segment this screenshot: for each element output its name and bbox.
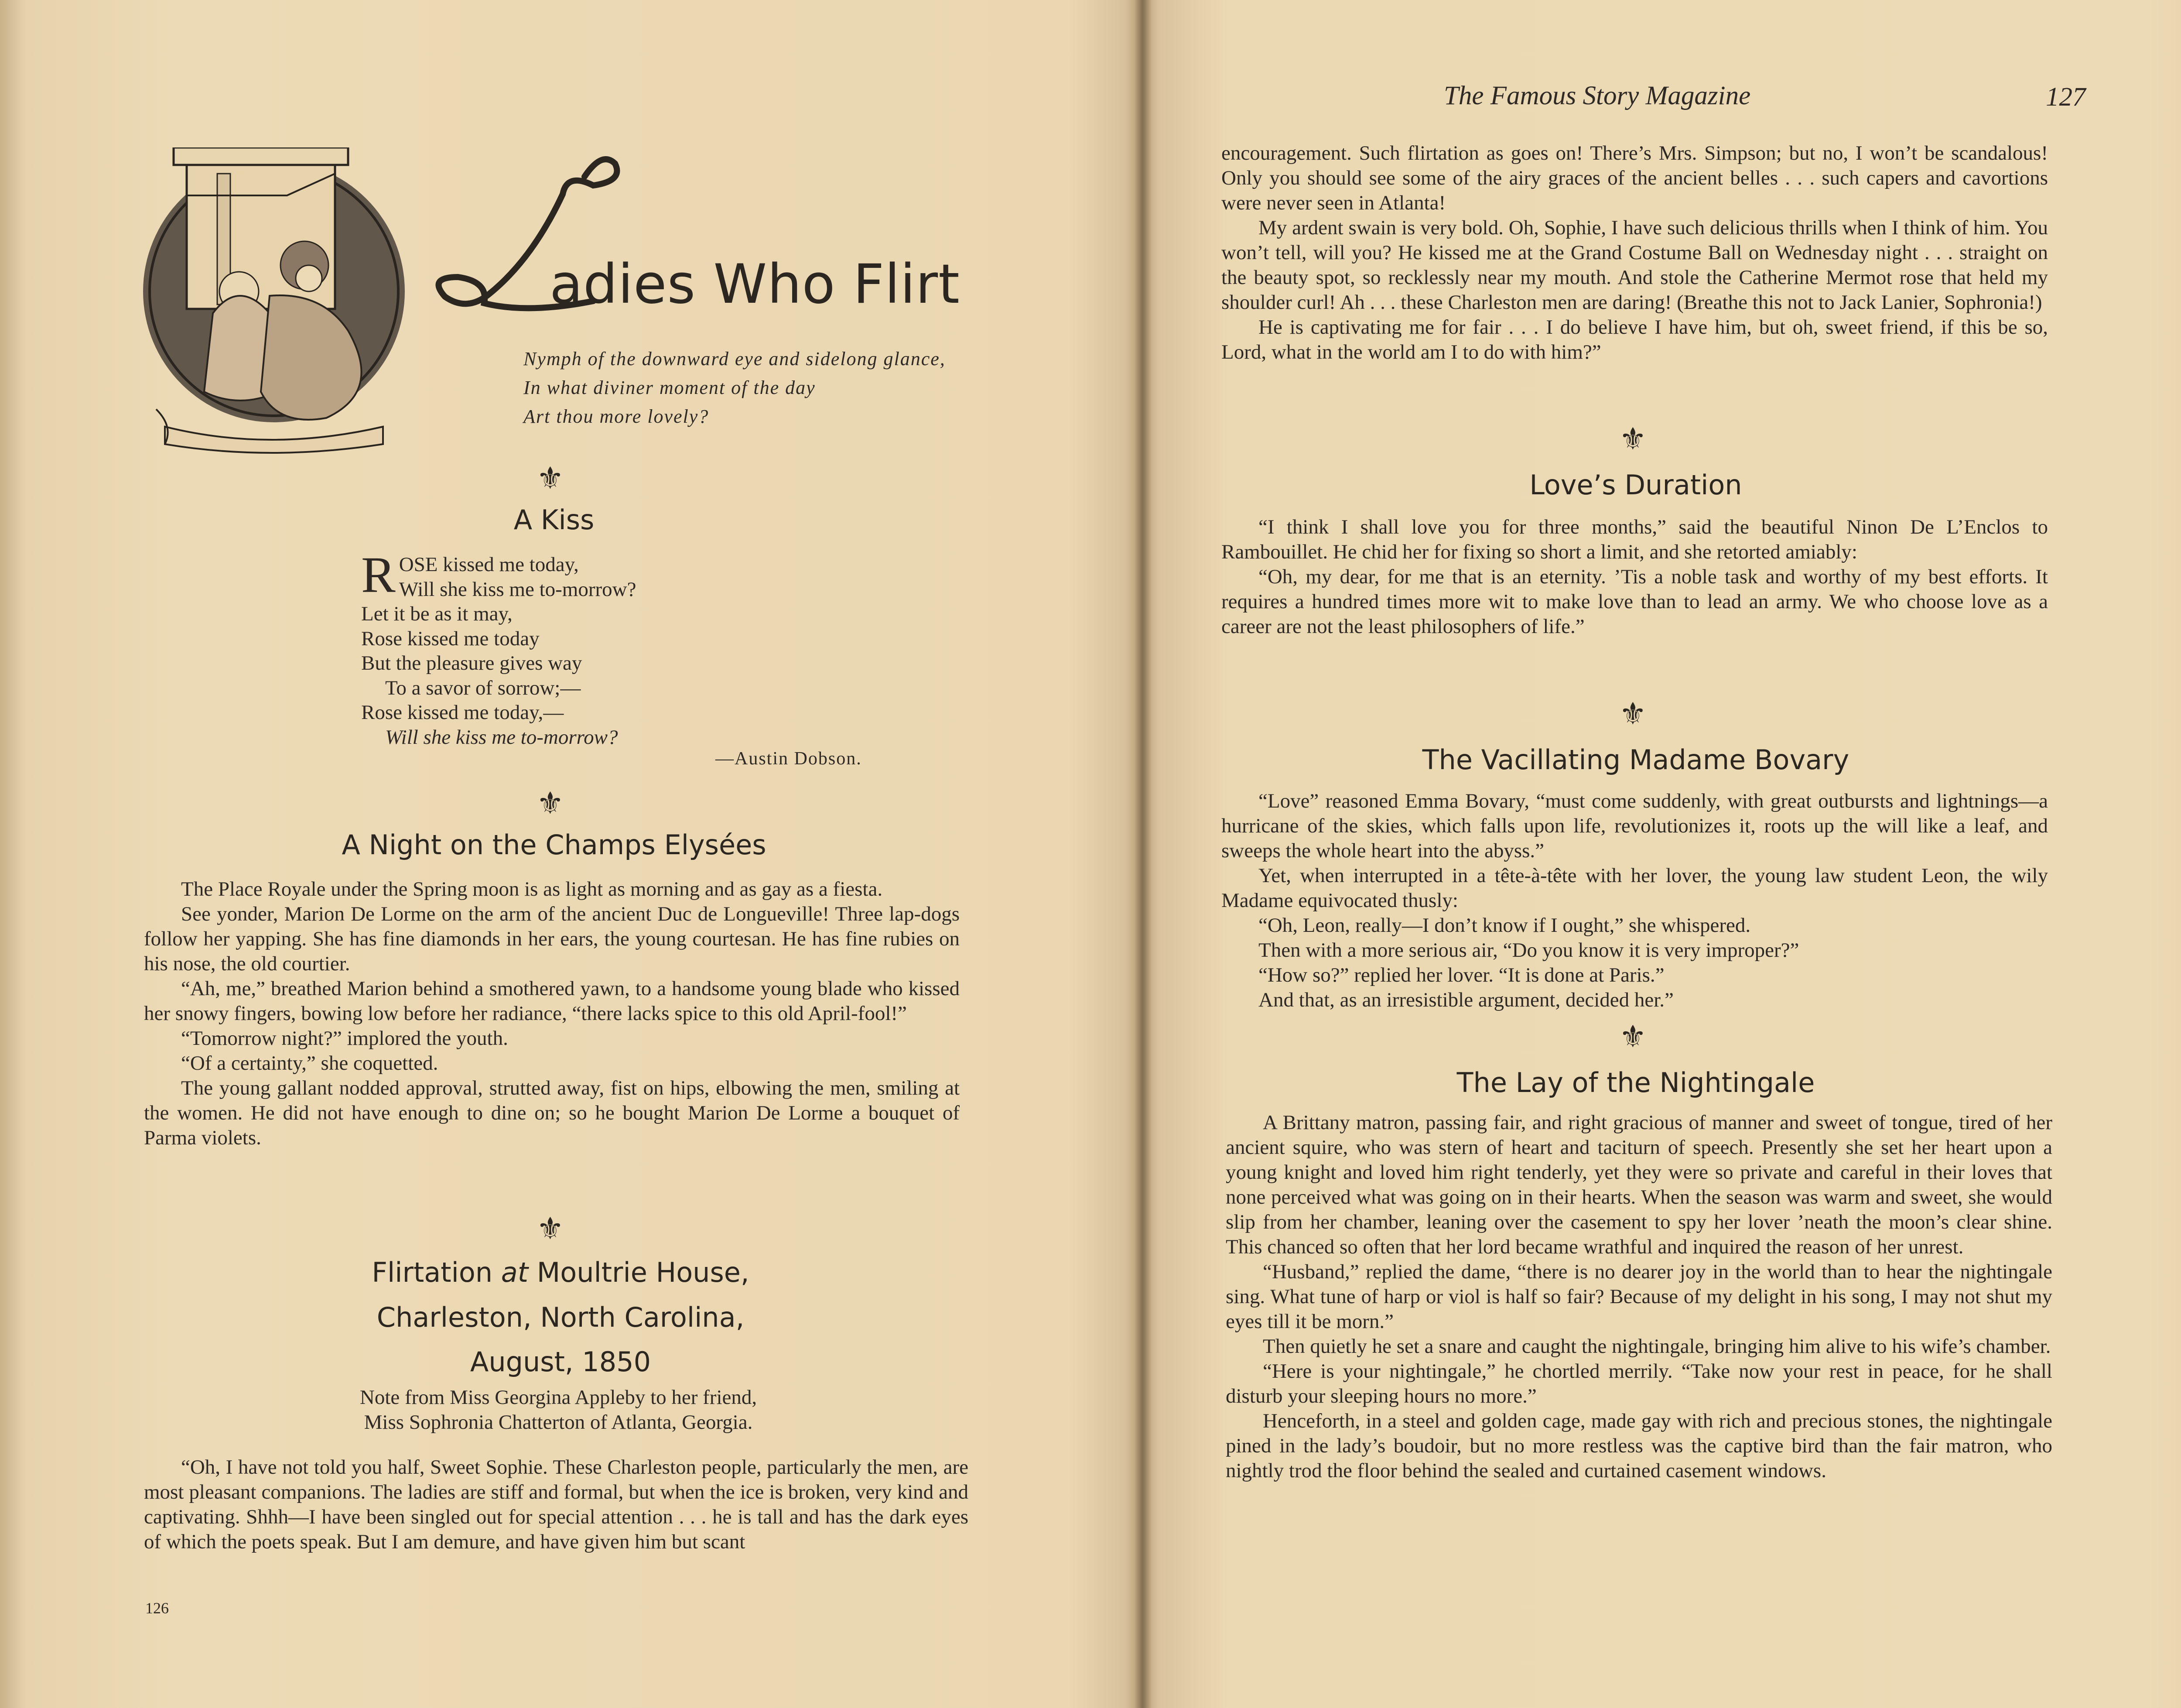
running-head: The Famous Story Magazine [1444,81,1751,110]
title-text: adies Who Flirt [550,253,960,316]
heading-part: at [501,1256,529,1288]
epigraph-line: In what diviner moment of the day [523,377,816,398]
section-heading: Love’s Duration [1529,469,1742,501]
section-date: August, 1850 [470,1346,651,1378]
epigraph-line: Art thou more lovely? [523,406,709,427]
fleuron-ornament: ⚜ [537,1211,564,1246]
paragraph: “How so?” replied her lover. “It is done at Paris.” [1258,964,1665,986]
paragraph: A Brittany matron, passing fair, and right gracious of manner and sweet of tongue, tired of her ancient squire, who was stern of heart and taciturn of speech. Presently she set her heart upon a young knight and loved him right tenderly, yet they were so private and careful in their loves that none perceived what was going on in their hearts. When the season was warm and sweet, she would slip from her chamber, leaning over the casement to spy her lover ’neath the moon’s clear shine. This chanced so often that her lord became wrathful and inquired the reason of her unrest. [1226,1111,2052,1258]
paragraph: And that, as an irresistible argument, decided her.” [1258,989,1674,1011]
paragraph: Then quietly he set a snare and caught the nightingale, bringing him alive to his wife’s chamber. [1263,1335,2051,1358]
paragraph: “Oh, I have not told you half, Sweet Sophie. These Charleston people, particularly the men, are most pleasant companions. The ladies are stiff and formal, but when the ice is broken, very kind and captivating. Shhh—I have been singled out for special attention . . . he is tall and has the dark eyes of which the poets speak. But I am demure, and have given him but scant [144,1456,968,1553]
fleuron-ornament: ⚜ [537,785,564,821]
section-heading: The Vacillating Madame Bovary [1422,744,1849,776]
paragraph: My ardent swain is very bold. Oh, Sophie, I have such delicious thrills when I think of him. You won’t tell, will you? He kissed me at the Grand Costume Ball on Wednesday night . . . straight on the beauty spot, so recklessly near my mouth. And stole the Catherine Mermot rose that held my shoulder curl! Ah . . . these Charleston men are daring! (Breathe this not to Jack Lanier, Sophronia!) [1221,216,2048,314]
page-number: 127 [2046,82,2086,112]
bovary-story [1221,789,2048,1013]
nightingale-story [1226,1110,2052,1483]
paragraph: “Oh, Leon, really—I don’t know if I ought,” she whispered. [1258,914,1751,937]
champs-story [144,877,960,1150]
poem-line: OSE kissed me today, [399,553,579,576]
drop-cap: R [361,546,396,603]
paragraph: Yet, when interrupted in a tête-à-tête with her lover, the young law student Leon, the wily Madame equivocated thusly: [1221,864,2048,912]
heading-part: Moultrie House, [528,1256,749,1288]
letter-text [144,1455,968,1554]
section-heading: The Lay of the Nightingale [1456,1067,1815,1099]
poem-line: But the pleasure gives way [361,652,582,674]
book-gutter [1134,0,1152,1708]
note-line: Note from Miss Georgina Appleby to her friend, [359,1386,757,1409]
paragraph: “Of a certainty,” she coquetted. [181,1052,438,1075]
fleuron-ornament: ⚜ [1619,696,1647,732]
epigraph [523,345,1090,431]
paragraph: The Place Royale under the Spring moon is as light as morning and as gay as a fiesta. [181,878,883,900]
paragraph: encouragement. Such flirtation as goes on! There’s Mrs. Simpson; but no, I won’t be scandalous! Only you should see some of the airy graces of the ancient belles . . . such capers and cavortions were never seen in Atlanta! [1221,142,2048,214]
letter-continuation [1221,141,2048,365]
paragraph: “Love” reasoned Emma Bovary, “must come suddenly, with great outbursts and lightnings—a hurricane of the skies, which falls upon life, revolutionizes it, roots up the will like a leaf, and sweeps the whole heart into the abyss.” [1221,790,2048,862]
section-heading: A Kiss [513,504,595,536]
paragraph: Henceforth, in a steel and golden cage, made gay with rich and precious stones, the nightingale pined in the lady’s boudoir, but no more restless was the captive bird than the fair matron, who nightly trod the floor behind the sealed and curtained casement windows. [1226,1410,2052,1482]
paragraph: See yonder, Marion De Lorme on the arm of the ancient Duc de Longueville! Three lap-dogs follow her yapping. She has fine diamonds in her ears, the young courtesan. He has fine rubies on his nose, the old courtier. [144,903,960,975]
paragraph: “Here is your nightingale,” he chortled merrily. “Take now your rest in peace, for he shall disturb your sleeping hours no more.” [1226,1360,2052,1407]
fleuron-ornament: ⚜ [1619,421,1647,457]
cavalier-lady-illustration [139,147,409,455]
note-caption [284,1385,833,1435]
poem-line: Rose kissed me today,— [361,701,564,724]
poem-line: Let it be as it may, [361,602,513,625]
poem-line: Rose kissed me today [361,627,540,650]
fleuron-ornament: ⚜ [1619,1019,1647,1054]
paragraph: “I think I shall love you for three months,” said the beautiful Ninon De L’Enclos to Rambouillet. He chid her for fixing so short a limit, and she retorted amiably: [1221,516,2048,563]
note-line: Miss Sophronia Chatterton of Atlanta, Georgia. [364,1411,753,1434]
paragraph: The young gallant nodded approval, strutted away, fist on hips, elbowing the men, smiling at the women. He did not have enough to dine on; so he bought Marion De Lorme a bouquet of Parma violets. [144,1077,960,1149]
poem-line: Will she kiss me to-morrow? [385,726,618,749]
section-heading [279,1256,842,1288]
poem-attribution: —Austin Dobson. [715,749,862,769]
paragraph: Then with a more serious air, “Do you know it is very improper?” [1258,939,1799,962]
duration-story [1221,515,2048,639]
section-subheading: Charleston, North Carolina, [376,1301,745,1333]
paragraph: “Oh, my dear, for me that is an eternity. ’Tis a noble task and worthy of my best efforts. It requires a hundred times more wit to make love than to lead an army. We who choose love as a career are not the least philosophers of life.” [1221,565,2048,638]
page-number: 126 [145,1599,169,1617]
poem-line: Will she kiss me to-morrow? [399,578,636,601]
paragraph: “Ah, me,” breathed Marion behind a smothered yawn, to a handsome young blade who kissed her snowy fingers, bowing low before her radiance, “there lacks spice to this old April-fool!” [144,977,960,1025]
paragraph: He is captivating me for fair . . . I do believe I have him, but oh, sweet friend, if this be so, Lord, what in the world am I to do with him?” [1221,316,2048,363]
fleuron-ornament: ⚜ [537,460,564,496]
poem-line: To a savor of sorrow;— [385,676,581,699]
paragraph: “Husband,” replied the dame, “there is no dearer joy in the world than to hear the nightingale sing. What tune of harp or viol is half so fair? Because of my delight in his song, I may not shut my eyes till it be morn.” [1226,1260,2052,1333]
paragraph: “Tomorrow night?” implored the youth. [181,1027,508,1050]
section-heading: A Night on the Champs Elysées [342,829,766,861]
heading-part: Flirtation [372,1256,501,1288]
epigraph-line: Nymph of the downward eye and sidelong glance, [523,348,946,370]
kiss-poem [361,546,802,750]
